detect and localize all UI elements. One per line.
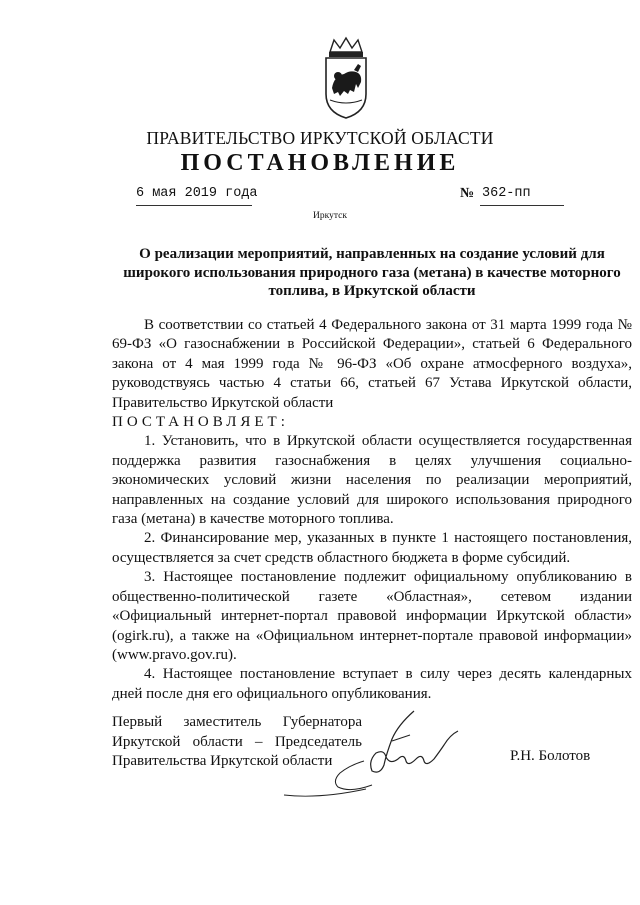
preamble: В соответствии со статьей 4 Федерального закона от 31 марта 1999 года № 69-ФЗ «О газоснабжении в Российской Федерации», статьей 6 Федерального закона от 4 мая 1999 года № 96-ФЗ «Об охране атмосферного воздуха», руководствуясь частью 4 статьи 66, статьей 67 Устава Иркутской области, Правительство Иркутской области: [112, 317, 632, 411]
signatory-line-3: Правительства Иркутской области: [112, 753, 333, 769]
paragraph-4: 4. Настоящее постановление вступает в силу через десять календарных дней после дня его официального опубликования.: [112, 666, 632, 702]
number-sign: №: [460, 186, 475, 201]
paragraph-1: 1. Установить, что в Иркутской области осуществляется государственная поддержка развития газоснабжения в целях улучшения социально-экономических условий жизни населения по реализации мероприятий, направленных на создание условий для широкого использования природного газа (метана) в качестве моторного топлива.: [112, 433, 632, 528]
date-underline: [136, 205, 252, 206]
document-body: [112, 316, 632, 704]
handwritten-signature: [280, 705, 490, 805]
coat-of-arms-icon: [320, 36, 372, 120]
signatory-line-1: Первый заместитель Губернатора: [112, 714, 362, 730]
government-name: ПРАВИТЕЛЬСТВО ИРКУТСКОЙ ОБЛАСТИ: [146, 128, 494, 148]
decree-word: ПОСТАНОВЛЯЕТ:: [112, 414, 289, 431]
signatory-line-2: Иркутской области – Председатель: [112, 733, 362, 750]
paragraph-2: 2. Финансирование мер, указанных в пункте 1 настоящего постановления, осуществляется за счет средств областного бюджета в форме субсидий.: [112, 530, 632, 566]
document-date: 6 мая 2019 года: [136, 186, 258, 201]
document-number: 362-пп: [482, 186, 531, 201]
paragraph-3: 3. Настоящее постановление подлежит официальному опубликованию в общественно-политической газете «Областная», сетевом издании «Официальный интернет-портал правовой информации Иркутской области» (ogirk.ru), а также на «Официальном интернет-портале правовой информации» (www.pravo.gov.ru).: [112, 569, 632, 663]
document-title: О реализации мероприятий, направленных на создание условий для широкого использования природного газа (метана) в качестве моторного топлива, в Иркутской области: [123, 246, 621, 299]
document-type: ПОСТАНОВЛЕНИЕ: [180, 150, 460, 176]
signatory-name: Р.Н. Болотов: [510, 748, 591, 764]
city: Иркутск: [313, 211, 347, 221]
number-underline: [480, 205, 564, 206]
